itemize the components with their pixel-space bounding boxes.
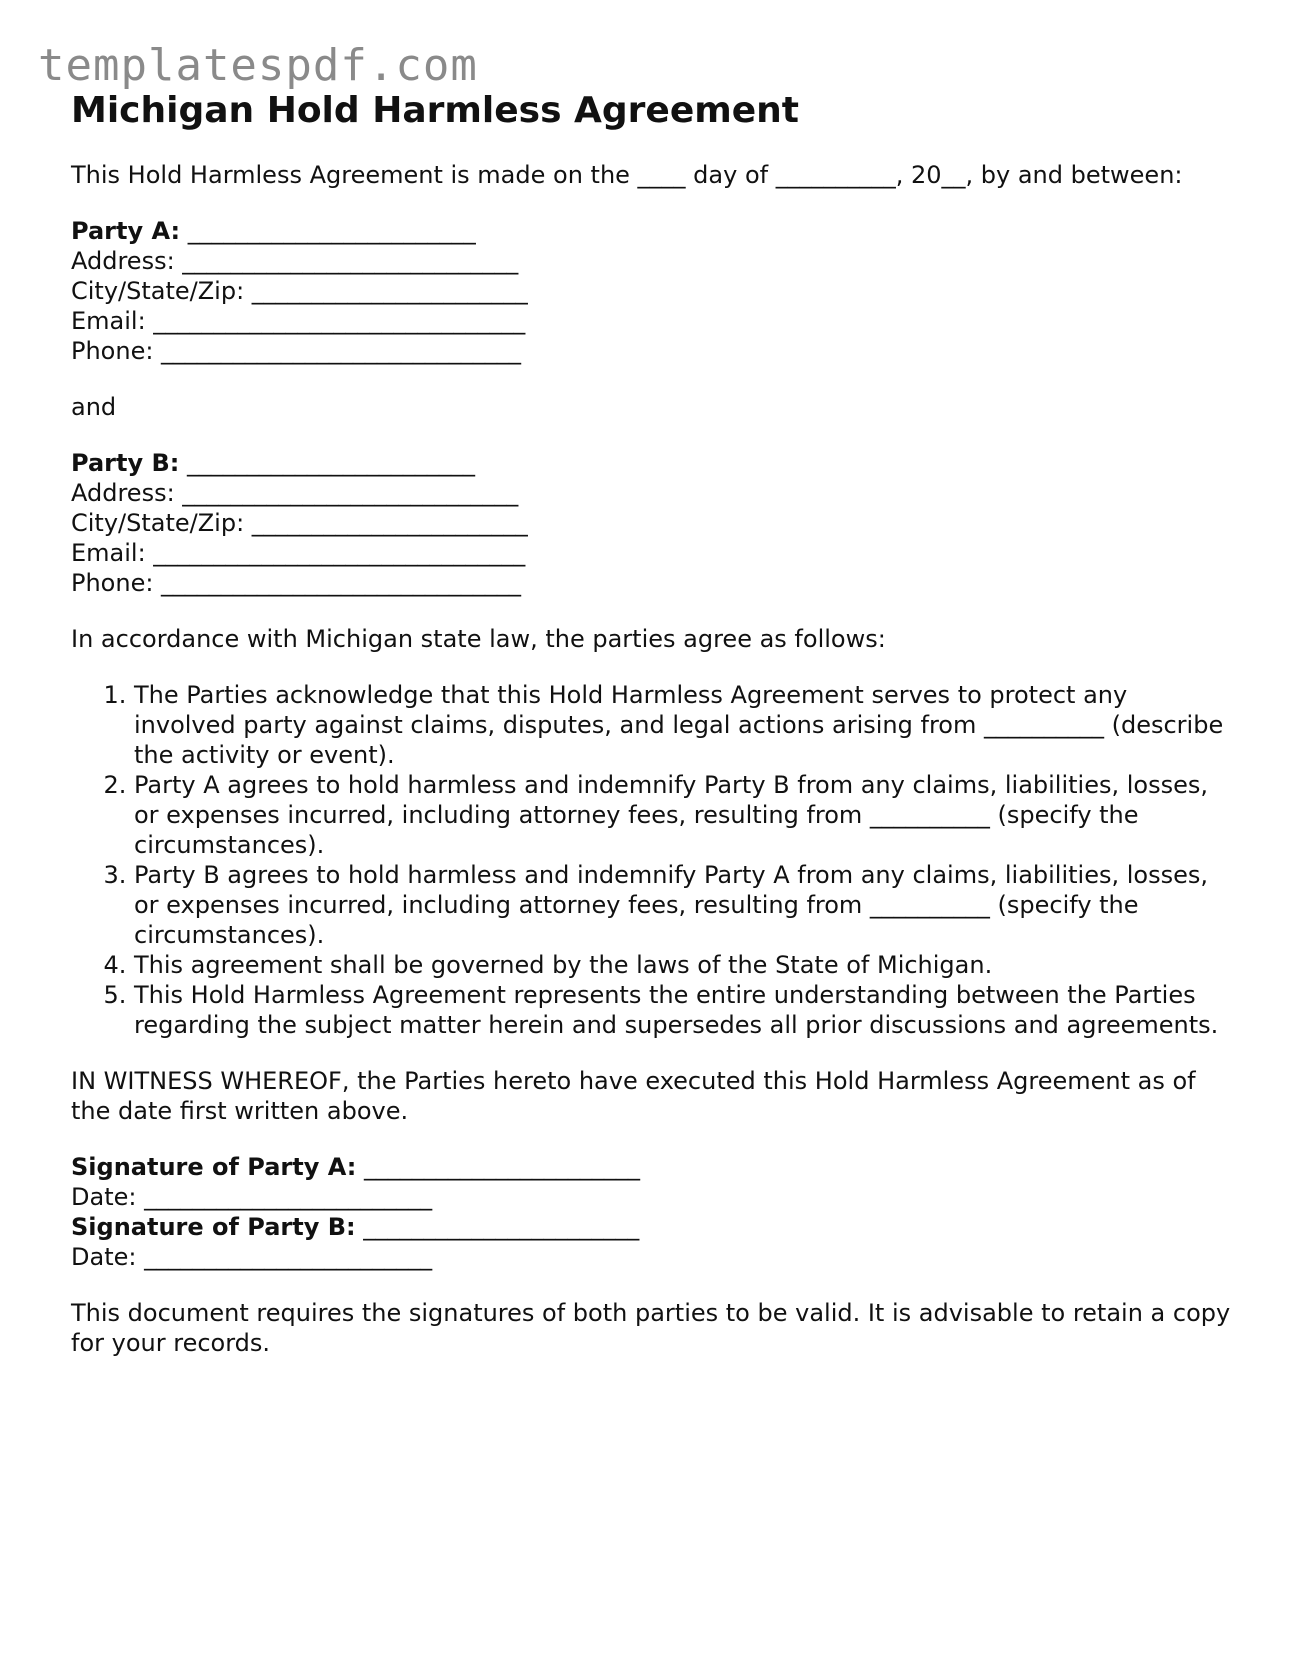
party-b-name-line xyxy=(71,448,1231,478)
signature-b-blank: _______________________ xyxy=(355,1213,640,1241)
party-b-phone: Phone: ______________________________ xyxy=(71,569,522,597)
party-a-name-blank: ________________________ xyxy=(180,217,476,245)
party-a-email: Email: _______________________________ xyxy=(71,307,526,335)
accordance-paragraph: In accordance with Michigan state law, the parties agree as follows: xyxy=(71,625,886,653)
party-a-name-line xyxy=(71,216,1231,246)
term-item: 5. This Hold Harmless Agreement represents the entire understanding between the Parties regarding the subject matter herein and supersedes all prior discussions and agreements. xyxy=(134,980,1231,1040)
party-a-city: City/State/Zip: _______________________ xyxy=(71,277,528,305)
party-a-address: Address: ____________________________ xyxy=(71,247,519,275)
party-a-phone: Phone: ______________________________ xyxy=(71,337,522,365)
party-b-city: City/State/Zip: _______________________ xyxy=(71,509,528,537)
party-b-email: Email: _______________________________ xyxy=(71,539,526,567)
date-a-line: Date: ________________________ xyxy=(71,1183,433,1211)
document-page xyxy=(71,86,1231,1358)
signature-a-blank: _______________________ xyxy=(356,1153,640,1181)
intro-paragraph: This Hold Harmless Agreement is made on the ____ day of __________, 20__, by and between: xyxy=(71,161,1183,189)
terms-list xyxy=(71,680,1231,1040)
party-b-label: Party B: xyxy=(71,449,180,477)
term-item: 4. This agreement shall be governed by the laws of the State of Michigan. xyxy=(134,950,1231,980)
term-item: 1. The Parties acknowledge that this Hold Harmless Agreement serves to protect any involved party against claims, disputes, and legal actions arising from __________ (describe the activity or event). xyxy=(134,680,1231,770)
term-item: 2. Party A agrees to hold harmless and indemnify Party B from any claims, liabilities, losses, or expenses incurred, including attorney fees, resulting from __________ (specify the circumstances). xyxy=(134,770,1231,860)
party-a-block xyxy=(71,216,1231,366)
watermark: templatespdf.com xyxy=(38,40,478,91)
party-a-label: Party A: xyxy=(71,217,181,245)
signature-a-label: Signature of Party A: xyxy=(71,1153,357,1181)
party-b-block xyxy=(71,448,1231,598)
and-text: and xyxy=(71,393,117,421)
witness-paragraph: IN WITNESS WHEREOF, the Parties hereto have executed this Hold Harmless Agreement as of the date first written above. xyxy=(71,1067,1196,1125)
party-b-name-blank: ________________________ xyxy=(179,449,475,477)
signature-block xyxy=(71,1152,1231,1272)
term-item: 3. Party B agrees to hold harmless and indemnify Party A from any claims, liabilities, losses, or expenses incurred, including attorney fees, resulting from __________ (specify the circumstances). xyxy=(134,860,1231,950)
document-title: Michigan Hold Harmless Agreement xyxy=(71,90,800,131)
signature-a-line xyxy=(71,1152,1231,1182)
date-b-line: Date: ________________________ xyxy=(71,1243,433,1271)
signature-b-label: Signature of Party B: xyxy=(71,1213,356,1241)
closing-paragraph: This document requires the signatures of both parties to be valid. It is advisable to retain a copy for your records. xyxy=(71,1299,1231,1357)
signature-b-line xyxy=(71,1212,1231,1242)
party-b-address: Address: ____________________________ xyxy=(71,479,519,507)
